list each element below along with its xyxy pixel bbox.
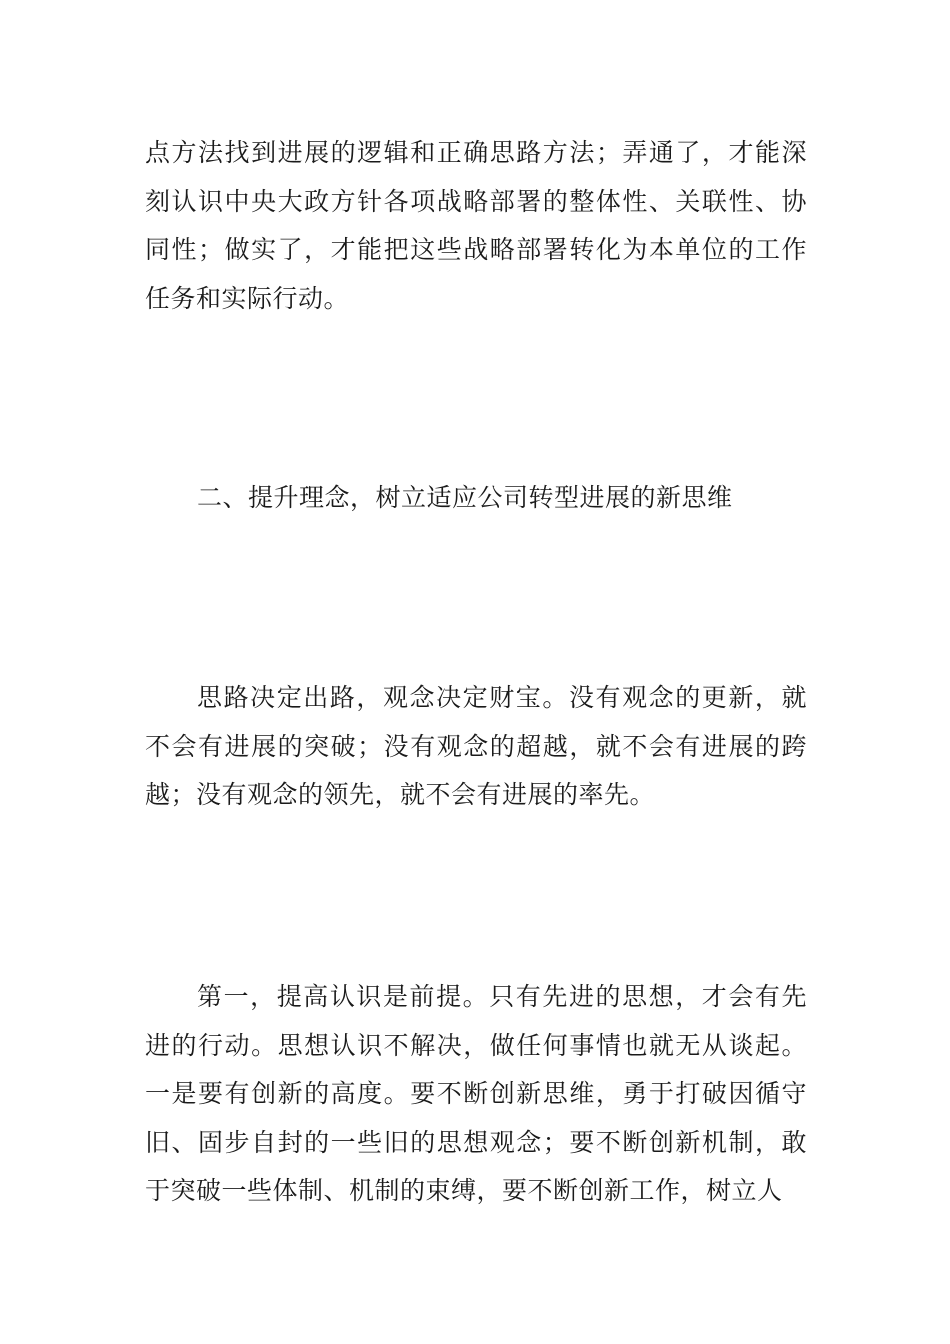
- paragraph-ideas: 思路决定出路，观念决定财宝。没有观念的更新，就不会有进展的突破；没有观念的超越，就不会有进展的跨越；没有观念的领先，就不会有进展的率先。: [145, 683, 807, 809]
- section-heading: 二、提升理念，树立适应公司转型进展的新思维: [197, 483, 733, 512]
- paragraph-continuation: 点方法找到进展的逻辑和正确思路方法；弄通了，才能深刻认识中央大政方针各项战略部署的整体性、关联性、协同性；做实了，才能把这些战略部署转化为本单位的工作任务和实际行动。: [145, 138, 807, 313]
- paragraph-first-point: 第一，提高认识是前提。只有先进的思想，才会有先进的行动。思想认识不解决，做任何事情也就无从谈起。一是要有创新的高度。要不断创新思维，勇于打破因循守旧、固步自封的一些旧的思想观念；要不断创新机制，敢于突破一些体制、机制的束缚，要不断创新工作，树立人: [145, 982, 807, 1205]
